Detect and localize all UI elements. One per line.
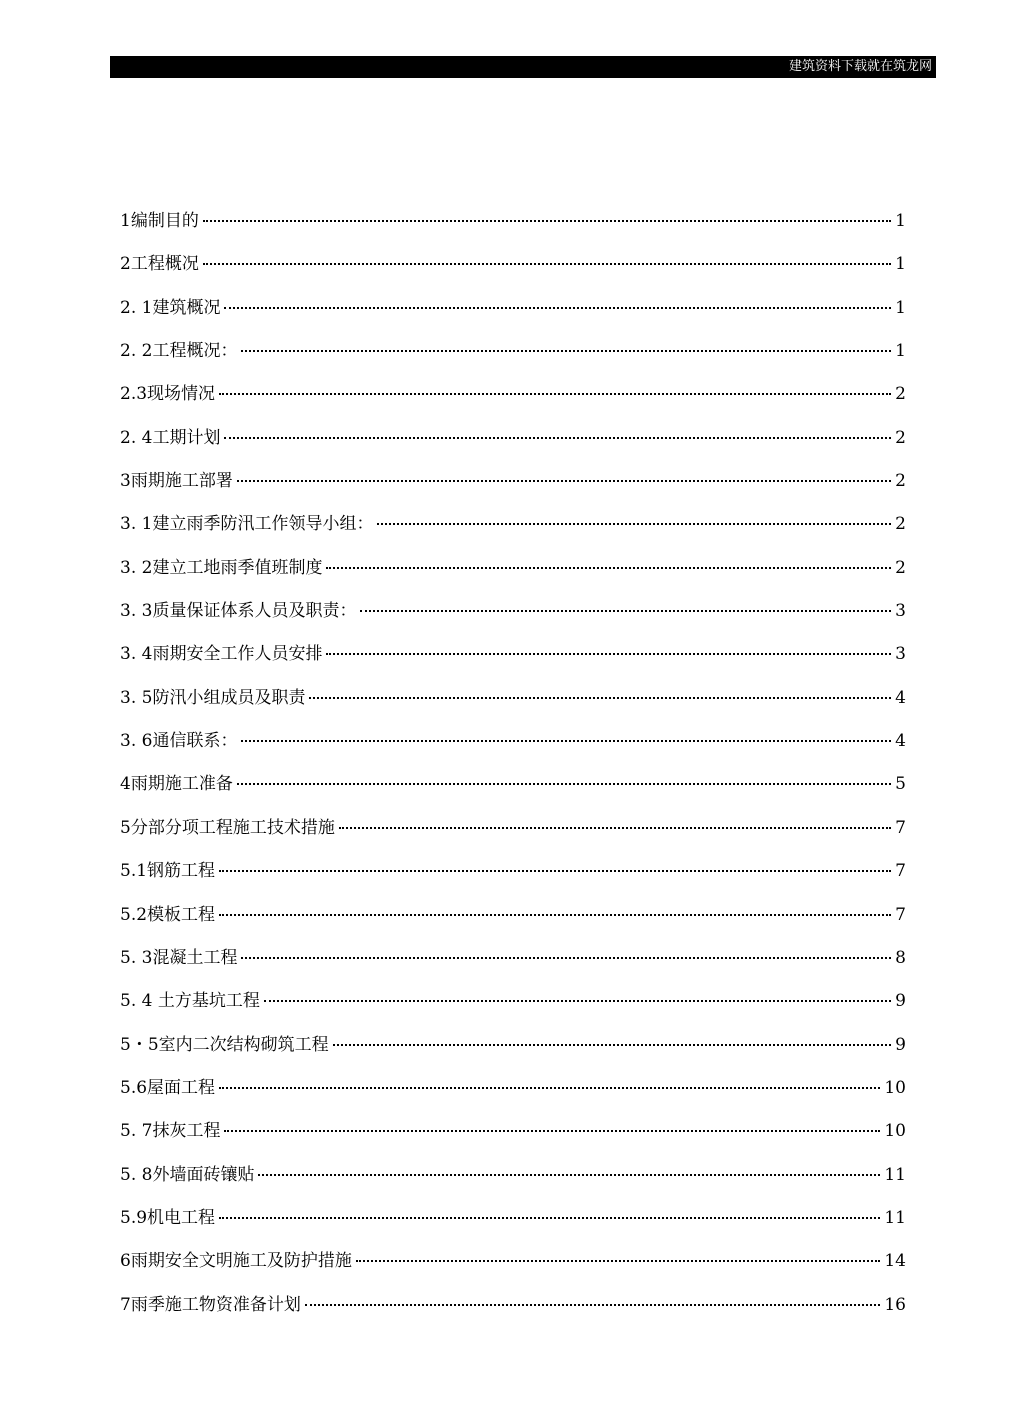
toc-leader-dots [241, 740, 891, 742]
toc-leader-dots [219, 393, 891, 395]
toc-item[interactable] [120, 639, 906, 682]
toc-item[interactable] [120, 336, 906, 379]
toc-item[interactable] [120, 726, 906, 769]
toc-label: 6雨期安全文明施工及防护措施 [120, 1251, 352, 1272]
toc-leader-dots [333, 1044, 892, 1046]
toc-label: 5. 4 土方基坑工程 [120, 991, 260, 1012]
toc-page-number: 9 [895, 991, 906, 1012]
toc-page-number: 2 [895, 514, 906, 535]
toc-label: 5.6屋面工程 [120, 1077, 216, 1098]
toc-page-number: 7 [895, 904, 906, 925]
toc-item[interactable] [120, 986, 906, 1029]
toc-item[interactable] [120, 900, 906, 943]
toc-label: 3雨期施工部署 [120, 471, 233, 492]
toc-leader-dots [305, 1304, 881, 1306]
toc-item[interactable] [120, 683, 906, 726]
toc-page-number: 4 [895, 731, 906, 752]
toc-page-number: 9 [895, 1034, 906, 1055]
toc-label: 4雨期施工准备 [120, 774, 233, 795]
toc-leader-dots [237, 480, 891, 482]
toc-label: 5分部分项工程施工技术措施 [120, 817, 335, 838]
toc-label: 7雨季施工物资准备计划 [120, 1294, 301, 1315]
toc-label: 2. 1建筑概况 [120, 297, 221, 318]
toc-label: 5. 8外墙面砖镶贴 [120, 1164, 255, 1185]
toc-page-number: 2 [895, 427, 906, 448]
toc-label: 2工程概况 [120, 254, 199, 275]
toc-leader-dots [224, 437, 891, 439]
toc-leader-dots [241, 350, 891, 352]
toc-page-number: 16 [884, 1294, 906, 1315]
toc-page-number: 11 [884, 1164, 906, 1185]
toc-leader-dots [219, 1087, 880, 1089]
toc-leader-dots [264, 1000, 891, 1002]
toc-leader-dots [219, 1217, 880, 1219]
toc-item[interactable] [120, 509, 906, 552]
toc-label: 3. 1建立雨季防汛工作领导小组： [120, 514, 374, 535]
toc-item[interactable] [120, 249, 906, 292]
header-text: 建筑资料下载就在筑龙网 [788, 59, 932, 74]
toc-label: 2. 4工期计划 [120, 427, 221, 448]
toc-label: 3. 3质量保证体系人员及职责： [120, 601, 357, 622]
toc-item[interactable] [120, 1203, 906, 1246]
toc-page-number: 14 [884, 1251, 906, 1272]
toc-item[interactable] [120, 553, 906, 596]
toc-leader-dots [258, 1174, 880, 1176]
toc-label: 3. 5防汛小组成员及职责 [120, 687, 306, 708]
toc-page-number: 2 [895, 557, 906, 578]
toc-item[interactable] [120, 1160, 906, 1203]
toc-item[interactable] [120, 206, 906, 249]
toc-page-number: 3 [895, 601, 906, 622]
toc-leader-dots [356, 1260, 881, 1262]
toc-item[interactable] [120, 423, 906, 466]
toc-label: 2.3现场情况 [120, 384, 216, 405]
toc-leader-dots [219, 870, 891, 872]
toc-leader-dots [326, 567, 891, 569]
toc-item[interactable] [120, 943, 906, 986]
header-bar [110, 56, 936, 78]
toc-leader-dots [309, 697, 891, 699]
toc-page-number: 4 [895, 687, 906, 708]
toc-item[interactable] [120, 1073, 906, 1116]
toc-page-number: 7 [895, 817, 906, 838]
toc-page-number: 2 [895, 384, 906, 405]
toc-page-number: 11 [884, 1207, 906, 1228]
toc-item[interactable] [120, 1030, 906, 1073]
toc-label: 5.9机电工程 [120, 1207, 216, 1228]
toc-leader-dots [360, 610, 891, 612]
toc-page-number: 10 [884, 1121, 906, 1142]
toc-label: 5・5室内二次结构砌筑工程 [120, 1034, 329, 1055]
toc-page-number: 1 [895, 297, 906, 318]
toc-item[interactable] [120, 293, 906, 336]
toc-page-number: 1 [895, 341, 906, 362]
toc-leader-dots [203, 263, 891, 265]
toc-page-number: 8 [895, 947, 906, 968]
toc-leader-dots [339, 827, 891, 829]
toc-leader-dots [237, 783, 891, 785]
toc-item[interactable] [120, 379, 906, 422]
toc-item[interactable] [120, 1290, 906, 1333]
toc-page-number: 2 [895, 471, 906, 492]
toc-page-number: 1 [895, 211, 906, 231]
toc-item[interactable] [120, 1246, 906, 1289]
toc-leader-dots [224, 307, 891, 309]
toc-item[interactable] [120, 769, 906, 812]
toc-label: 5. 7抹灰工程 [120, 1121, 221, 1142]
toc-label: 5. 3混凝土工程 [120, 947, 238, 968]
toc-label: 3. 6通信联系： [120, 731, 238, 752]
toc-label: 5.2模板工程 [120, 904, 216, 925]
toc-leader-dots [219, 914, 891, 916]
toc-leader-dots [241, 957, 891, 959]
toc-label: 3. 4雨期安全工作人员安排 [120, 644, 323, 665]
toc-leader-dots [224, 1130, 880, 1132]
toc-page-number: 10 [884, 1077, 906, 1098]
toc-page-number: 7 [895, 861, 906, 882]
toc-label: 3. 2建立工地雨季值班制度 [120, 557, 323, 578]
table-of-contents [120, 206, 906, 1333]
toc-label: 2. 2工程概况： [120, 341, 238, 362]
toc-page-number: 3 [895, 644, 906, 665]
toc-page-number: 5 [895, 774, 906, 795]
toc-leader-dots [326, 653, 891, 655]
toc-item[interactable] [120, 813, 906, 856]
toc-label: 5.1钢筋工程 [120, 861, 216, 882]
toc-item[interactable] [120, 466, 906, 509]
toc-item[interactable] [120, 596, 906, 639]
toc-page-number: 1 [895, 254, 906, 275]
toc-item[interactable] [120, 1116, 906, 1159]
toc-label: 1编制目的 [120, 211, 199, 231]
toc-item[interactable] [120, 856, 906, 899]
toc-leader-dots [377, 523, 891, 525]
toc-leader-dots [203, 220, 891, 222]
